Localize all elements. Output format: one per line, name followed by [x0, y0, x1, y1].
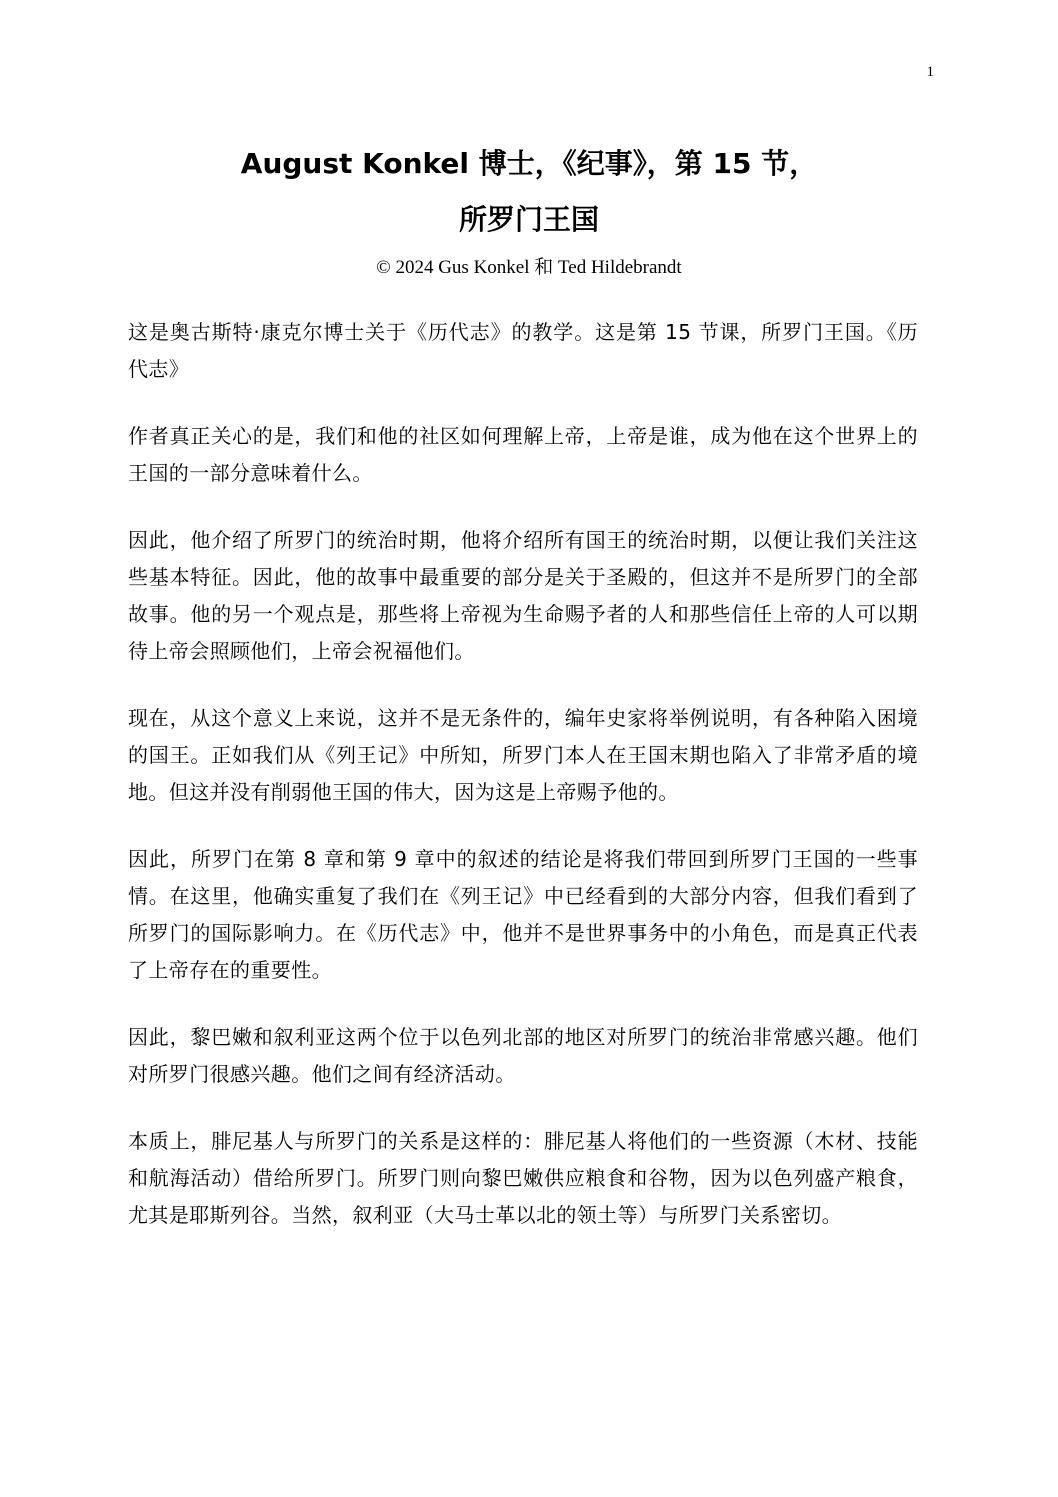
document-title-line-2: 所罗门王国 [458, 203, 599, 236]
paragraph-1: 这是奥古斯特·康克尔博士关于《历代志》的教学。这是第 15 节课，所罗门王国。《历代志》 [128, 320, 918, 381]
paragraph-7: 本质上，腓尼基人与所罗门的关系是这样的：腓尼基人将他们的一些资源（木材、技能和航海活动）借给所罗门。所罗门则向黎巴嫩供应粮食和谷物，因为以色列盛产粮食，尤其是耶斯列谷。当然，叙利亚（大马士革以北的领土等）与所罗门关系密切。 [128, 1129, 918, 1227]
paragraph-5: 因此，所罗门在第 8 章和第 9 章中的叙述的结论是将我们带回到所罗门王国的一些事情。在这里，他确实重复了我们在《列王记》中已经看到的大部分内容，但我们看到了所罗门的国际影响力。在《历代志》中，他并不是世界事务中的小角色，而是真正代表了上帝存在的重要性。 [128, 847, 918, 982]
body-text [128, 314, 918, 1264]
paragraph-6: 因此，黎巴嫩和叙利亚这两个位于以色列北部的地区对所罗门的统治非常感兴趣。他们对所罗门很感兴趣。他们之间有经济活动。 [128, 1025, 918, 1086]
paragraph-2: 作者真正关心的是，我们和他的社区如何理解上帝，上帝是谁，成为他在这个世界上的王国的一部分意味着什么。 [128, 424, 918, 485]
page-number: 1 [926, 64, 934, 80]
document-title-line-1: August Konkel 博士，《纪事》，第 15 节， [240, 147, 818, 180]
copyright-line: © 2024 Gus Konkel 和 Ted Hildebrandt [376, 257, 682, 278]
paragraph-3: 因此，他介绍了所罗门的统治时期，他将介绍所有国王的统治时期，以便让我们关注这些基本特征。因此，他的故事中最重要的部分是关于圣殿的，但这并不是所罗门的全部故事。他的另一个观点是，那些将上帝视为生命赐予者的人和那些信任上帝的人可以期待上帝会照顾他们，上帝会祝福他们。 [128, 528, 918, 663]
paragraph-4: 现在，从这个意义上来说，这并不是无条件的，编年史家将举例说明，有各种陷入困境的国王。正如我们从《列王记》中所知，所罗门本人在王国末期也陷入了非常矛盾的境地。但这并没有削弱他王国的伟大，因为这是上帝赐予他的。 [128, 706, 918, 804]
